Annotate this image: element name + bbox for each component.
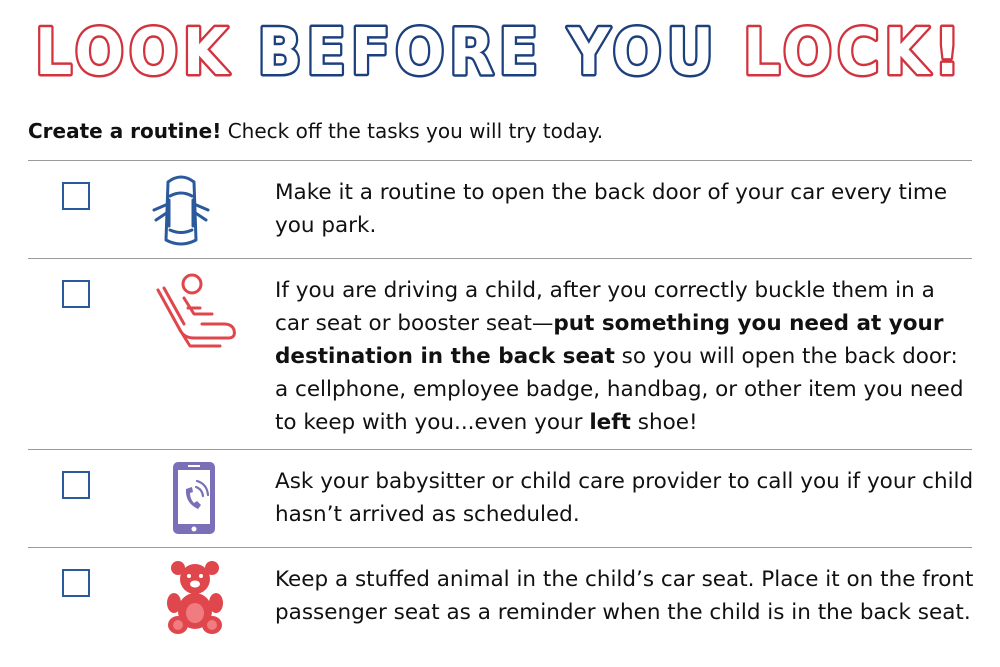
task-text-run: Make it a routine to open the back door of your car every time you park. — [275, 180, 948, 238]
svg-text:LOOK BEFORE — [35, 16, 987, 88]
task-checkbox[interactable] — [62, 471, 90, 499]
task-checkbox[interactable] — [62, 280, 90, 308]
title-word-you: YOU — [567, 16, 734, 88]
title-word-lock: LOCK! — [743, 16, 987, 88]
divider — [28, 160, 972, 161]
car-door-icon — [150, 168, 212, 256]
intro-bold: Create a routine! — [28, 119, 222, 143]
teddy-bear-icon — [162, 559, 228, 641]
task-text-run: Ask your babysitter or child care provider to call you if your child hasn’t arrived as scheduled. — [275, 469, 974, 527]
task-text-run: If you are driving a child, after you correctly buckle them in a car seat or booster seat— — [275, 278, 935, 336]
task-text-run: shoe! — [630, 410, 698, 435]
divider — [28, 547, 972, 548]
task-text-run: so you will open the back door: a cellphone, employee badge, handbag, or other item you need to keep with you...even your — [275, 344, 964, 435]
car-seat-icon — [150, 268, 240, 354]
divider — [28, 258, 972, 259]
task-text — [275, 563, 975, 629]
task-text-bold: left — [589, 410, 631, 435]
phone-call-icon — [170, 459, 218, 541]
intro-text — [28, 118, 603, 144]
intro-rest: Check off the tasks you will try today. — [221, 119, 604, 143]
page-title — [0, 6, 1000, 88]
task-text — [275, 176, 975, 242]
task-text-bold: put something you need at your destination in the back seat — [275, 311, 944, 369]
title-word-look: LOOK — [35, 16, 252, 88]
task-text — [275, 465, 975, 531]
task-checkbox[interactable] — [62, 569, 90, 597]
task-text — [275, 274, 975, 439]
title-word-before: BEFORE — [257, 16, 571, 88]
task-checkbox[interactable] — [62, 182, 90, 210]
task-text-run: Keep a stuffed animal in the child’s car seat. Place it on the front passenger seat as a reminder when the child is in the back seat. — [275, 567, 974, 625]
divider — [28, 449, 972, 450]
